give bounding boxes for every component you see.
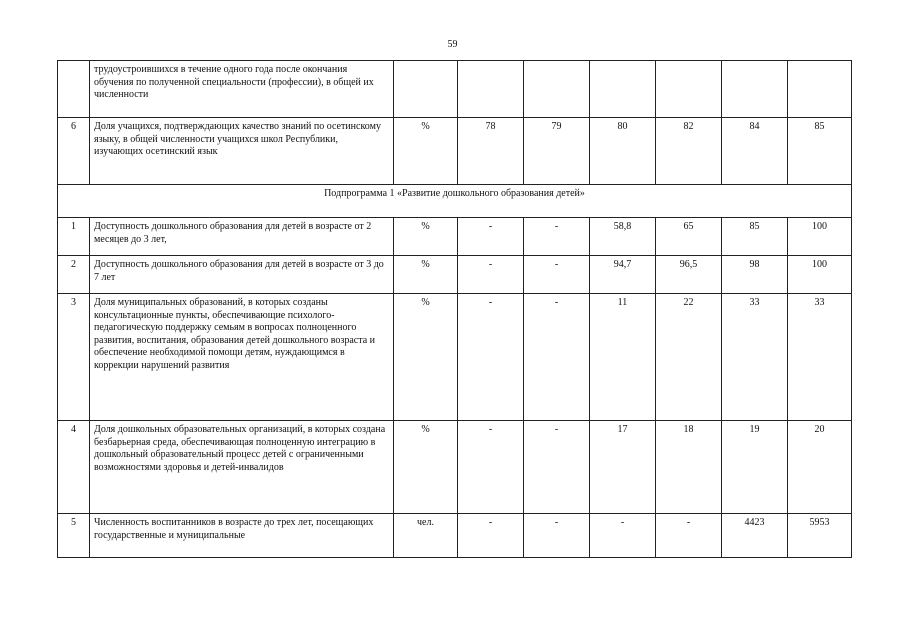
indicator-name: Доступность дошкольного образования для детей в возрасте от 2 месяцев до 3 лет, bbox=[90, 218, 394, 256]
value-cell: 96,5 bbox=[656, 256, 722, 294]
value-cell: 65 bbox=[656, 218, 722, 256]
unit-cell: % bbox=[394, 421, 458, 514]
value-cell bbox=[458, 61, 524, 118]
row-number: 5 bbox=[58, 514, 90, 558]
value-cell: 85 bbox=[788, 118, 852, 185]
table-row bbox=[58, 256, 852, 294]
value-cell: 80 bbox=[590, 118, 656, 185]
indicator-name: Доля муниципальных образований, в которых созданы консультационные пункты, обеспечивающие психолого-педагогическую поддержку семьям в вопросах полноценного развития, воспитания, образования детей дошкольного возраста и обеспечение необходимой помощи детям, нуждающимся в коррекции нарушений развития bbox=[90, 294, 394, 421]
value-cell: 84 bbox=[722, 118, 788, 185]
row-number: 6 bbox=[58, 118, 90, 185]
value-cell: - bbox=[524, 514, 590, 558]
row-number: 3 bbox=[58, 294, 90, 421]
table-row bbox=[58, 514, 852, 558]
unit-cell: % bbox=[394, 218, 458, 256]
row-number: 2 bbox=[58, 256, 90, 294]
value-cell: 82 bbox=[656, 118, 722, 185]
value-cell: 19 bbox=[722, 421, 788, 514]
value-cell: 5953 bbox=[788, 514, 852, 558]
value-cell bbox=[788, 61, 852, 118]
subprogram-heading: Подпрограмма 1 «Развитие дошкольного образования детей» bbox=[58, 185, 852, 218]
unit-cell: % bbox=[394, 294, 458, 421]
indicator-name: Доля учащихся, подтверждающих качество знаний по осетинскому языку, в общей численности учащихся школ Республики, изучающих осетинский язык bbox=[90, 118, 394, 185]
value-cell: 20 bbox=[788, 421, 852, 514]
unit-cell: % bbox=[394, 118, 458, 185]
value-cell: - bbox=[524, 256, 590, 294]
value-cell: 22 bbox=[656, 294, 722, 421]
value-cell: 17 bbox=[590, 421, 656, 514]
page-number: 59 bbox=[447, 39, 458, 50]
row-number: 1 bbox=[58, 218, 90, 256]
table-row bbox=[58, 118, 852, 185]
table-row bbox=[58, 421, 852, 514]
indicator-name: Доля дошкольных образовательных организаций, в которых создана безбарьерная среда, обеспечивающая полноценную интеграцию в дошкольный образовательный процесс детей с ограниченными возможностями здоровья и детей-инвалидов bbox=[90, 421, 394, 514]
value-cell: - bbox=[458, 294, 524, 421]
value-cell: - bbox=[458, 514, 524, 558]
value-cell: - bbox=[458, 218, 524, 256]
value-cell: 11 bbox=[590, 294, 656, 421]
table-row bbox=[58, 294, 852, 421]
indicator-name: трудоустроившихся в течение одного года после окончания обучения по полученной специальности (профессии), в общей их численности bbox=[90, 61, 394, 118]
value-cell bbox=[590, 61, 656, 118]
indicators-table bbox=[57, 60, 852, 558]
value-cell: 33 bbox=[788, 294, 852, 421]
value-cell bbox=[656, 61, 722, 118]
indicator-name: Численность воспитанников в возрасте до трех лет, посещающих государственные и муниципальные bbox=[90, 514, 394, 558]
value-cell: - bbox=[458, 256, 524, 294]
value-cell: - bbox=[458, 421, 524, 514]
value-cell: 79 bbox=[524, 118, 590, 185]
value-cell: - bbox=[524, 421, 590, 514]
value-cell: 58,8 bbox=[590, 218, 656, 256]
value-cell bbox=[524, 61, 590, 118]
value-cell: 100 bbox=[788, 218, 852, 256]
unit-cell: чел. bbox=[394, 514, 458, 558]
value-cell: - bbox=[590, 514, 656, 558]
value-cell: 98 bbox=[722, 256, 788, 294]
value-cell: - bbox=[524, 218, 590, 256]
table-row bbox=[58, 61, 852, 118]
unit-cell: % bbox=[394, 256, 458, 294]
row-number bbox=[58, 61, 90, 118]
value-cell: 85 bbox=[722, 218, 788, 256]
value-cell: 100 bbox=[788, 256, 852, 294]
unit-cell bbox=[394, 61, 458, 118]
row-number: 4 bbox=[58, 421, 90, 514]
value-cell: 18 bbox=[656, 421, 722, 514]
value-cell: 4423 bbox=[722, 514, 788, 558]
value-cell: 94,7 bbox=[590, 256, 656, 294]
table-row bbox=[58, 218, 852, 256]
value-cell: - bbox=[656, 514, 722, 558]
value-cell: 78 bbox=[458, 118, 524, 185]
indicator-name: Доступность дошкольного образования для детей в возрасте от 3 до 7 лет bbox=[90, 256, 394, 294]
value-cell: 33 bbox=[722, 294, 788, 421]
value-cell bbox=[722, 61, 788, 118]
subprogram-row bbox=[58, 185, 852, 218]
value-cell: - bbox=[524, 294, 590, 421]
